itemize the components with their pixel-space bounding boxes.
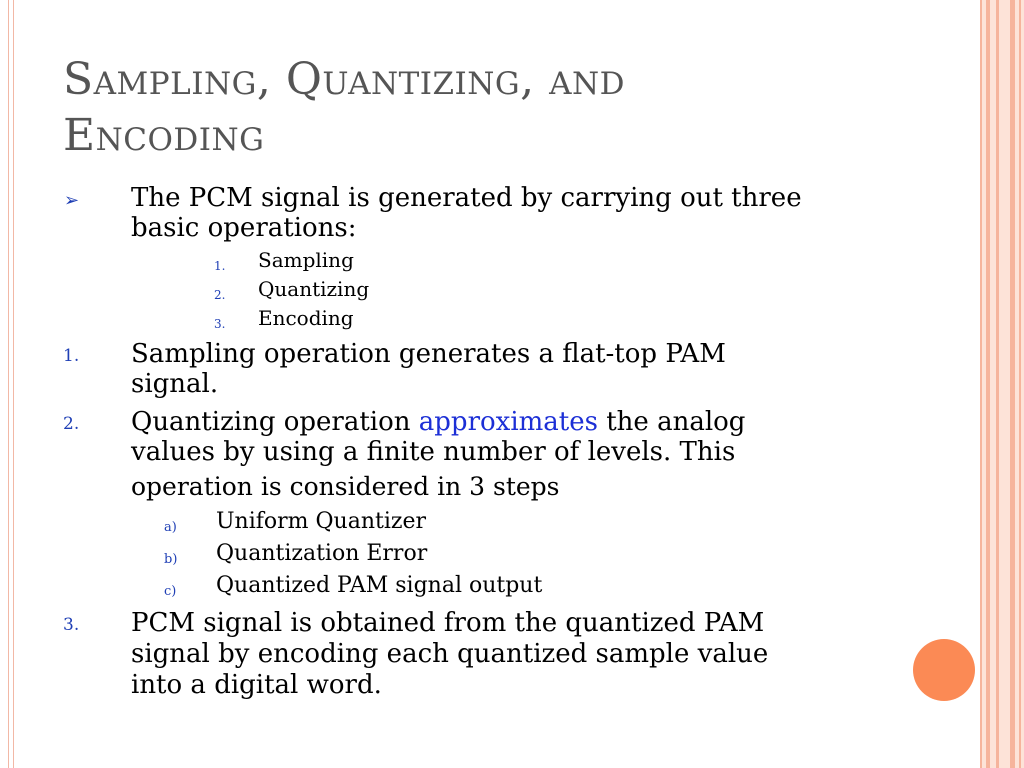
point-1-line-2: signal. — [131, 369, 219, 399]
right-stripe — [1010, 0, 1015, 768]
right-stripe — [996, 0, 999, 768]
point-2-text: Quantizing operation — [131, 407, 419, 437]
point-marker: 3. — [63, 615, 80, 635]
point-2-line-2: values by using a finite number of levels. This — [131, 437, 736, 467]
point-2-line-3: operation is considered in 3 steps — [131, 472, 560, 501]
slide-title: Sampling, Quantizing, and Encoding — [63, 54, 626, 161]
intro-line-2: basic operations: — [131, 213, 357, 243]
step-item: Quantization Error — [216, 541, 428, 566]
left-border-line — [8, 0, 9, 768]
intro-line-1: The PCM signal is generated by carrying out three — [131, 183, 802, 213]
operation-item: Sampling — [258, 248, 354, 272]
point-3-line-2: signal by encoding each quantized sample value — [131, 639, 769, 669]
step-item: Quantized PAM signal output — [216, 573, 543, 598]
right-stripe — [1019, 0, 1021, 768]
operation-item: Encoding — [258, 306, 354, 330]
operation-item: Quantizing — [258, 277, 370, 301]
highlighted-term: approximates — [418, 407, 598, 437]
operation-marker: 2. — [214, 288, 226, 302]
point-marker: 1. — [63, 346, 80, 366]
step-marker: c) — [164, 584, 177, 599]
step-marker: a) — [164, 520, 177, 535]
point-marker: 2. — [63, 414, 80, 434]
arrow-bullet-icon: ➢ — [64, 190, 80, 211]
point-2-text: the analog — [597, 407, 746, 437]
right-stripe — [986, 0, 990, 768]
step-item: Uniform Quantizer — [216, 509, 426, 534]
point-3-line-1: PCM signal is obtained from the quantized PAM — [131, 608, 765, 638]
point-2-line-1 — [131, 407, 745, 437]
point-3-line-3: into a digital word. — [131, 670, 382, 700]
operation-marker: 3. — [214, 317, 226, 331]
point-1-line-1: Sampling operation generates a flat-top PAM — [131, 339, 726, 369]
right-stripe — [980, 0, 982, 768]
step-marker: b) — [164, 552, 178, 567]
accent-circle — [913, 639, 975, 701]
left-border-line — [13, 0, 14, 768]
operation-marker: 1. — [214, 259, 226, 273]
